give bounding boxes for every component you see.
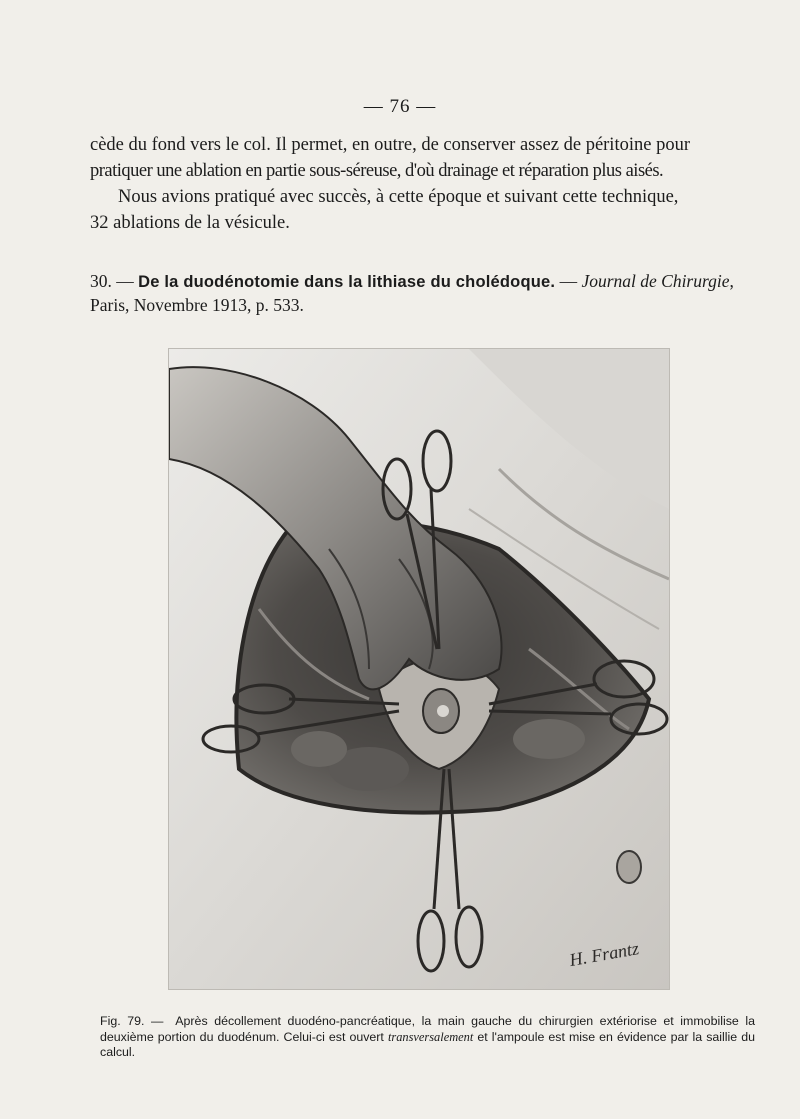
entry-journal: Journal de Chirurgie: [581, 271, 730, 291]
surgical-illustration: [168, 348, 670, 990]
caption-text: et l'ampoule est mise en évidence par la saillie du calcul.: [100, 1029, 756, 1059]
page-number: — 76 —: [363, 96, 437, 117]
paragraph-line: 32 ablations de la vésicule.: [90, 213, 290, 233]
illustration-drawing: [169, 349, 669, 989]
paragraph-line: Nous avions pratiqué avec succès, à cette époque et suivant cette technique,: [118, 187, 679, 207]
calculus: [437, 705, 449, 717]
bibliography-entry: [90, 270, 740, 317]
caption-label: Fig. 79. —: [100, 1014, 164, 1028]
caption-emphasis: transversalement: [387, 1029, 474, 1044]
entry-number: 30. —: [90, 271, 134, 291]
figure-caption: [100, 1014, 755, 1061]
entry-dash: —: [555, 271, 582, 291]
paragraph-line: pratiquer une ablation en partie sous-séreuse, d'où drainage et réparation plus aisés.: [90, 161, 664, 181]
entry-title: De la duodénotomie dans la lithiase du cholédoque.: [138, 273, 556, 291]
umbilicus: [617, 851, 641, 883]
paragraph-continuation: [90, 132, 730, 184]
caption-text: Après décollement duodéno-pancréatique, la main gauche du chirurgien extériorise et immobilise la deuxième portion du duodénum. Celui-ci est ouvert: [100, 1014, 756, 1044]
artist-signature: H. Frantz: [567, 938, 641, 971]
entry-details: , Paris, Novembre 1913, p. 533.: [90, 271, 734, 315]
paragraph-results: [90, 184, 730, 236]
paragraph-line: cède du fond vers le col. Il permet, en outre, de conserver assez de péritoine pour: [90, 135, 690, 155]
